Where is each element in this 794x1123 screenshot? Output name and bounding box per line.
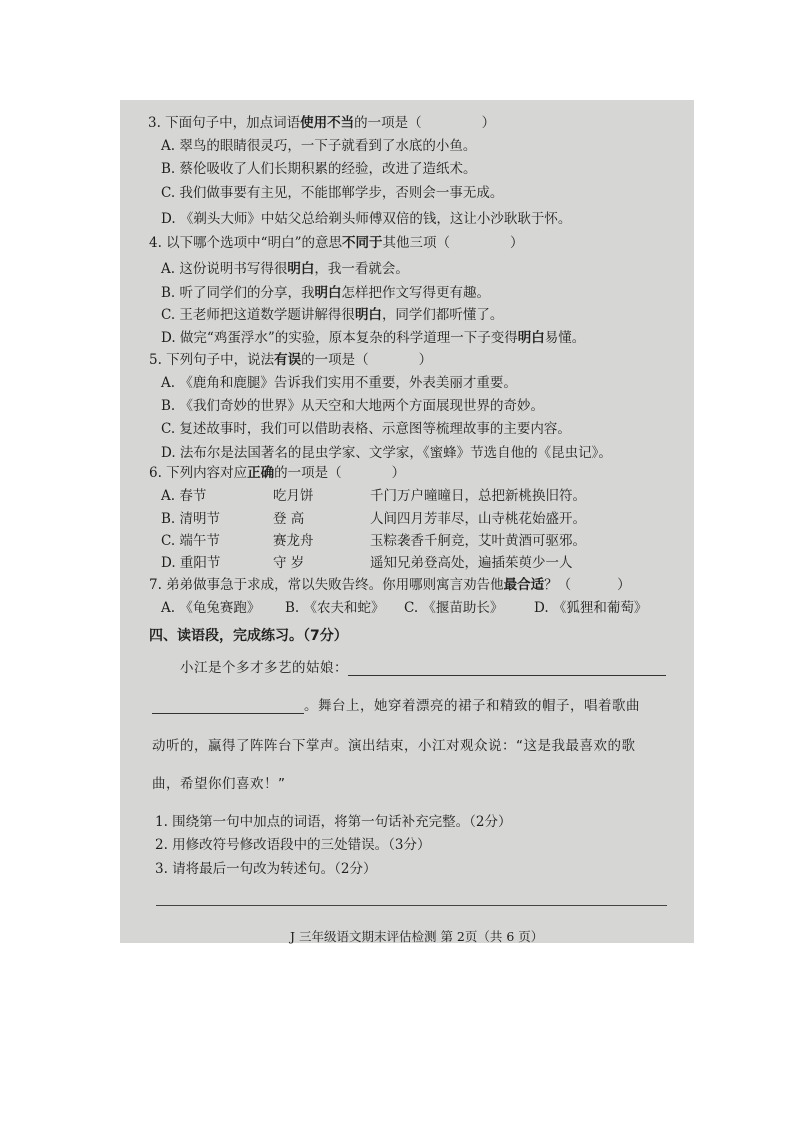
q6-row-c-poem: 玉粽袭香千舸竞，艾叶黄酒可驱邪。: [370, 533, 586, 549]
q6-row-a-poem: 千门万户曈曈日，总把新桃换旧符。: [370, 488, 586, 504]
q3-stem: 3. 下面句子中，加点词语使用不当的一项是（ ）: [148, 115, 496, 131]
q7-stem: 7. 弟弟做事急于求成，常以失败告终。你用哪则寓言劝告他最合适？（ ）: [149, 577, 631, 593]
q5-option-c: C. 复述故事时，我们可以借助表格、示意图等梳理故事的主要内容。: [161, 421, 571, 437]
q3-option-a: A. 翠鸟的眼睛很灵巧，一下子就看到了水底的小鱼。: [161, 138, 477, 154]
q5-option-d: D. 法布尔是法国著名的昆虫学家、文学家，《蜜蜂》节选自他的《昆虫记》。: [161, 445, 612, 461]
q6-row-b-custom: 登 高: [273, 511, 305, 527]
q7-option-a: A. 《龟兔赛跑》: [161, 600, 261, 616]
blank-line-1[interactable]: [348, 659, 666, 676]
task-2: 2. 用修改符号修改语段中的三处错误。（3分）: [155, 837, 431, 853]
q6-stem: 6. 下列内容对应正确的一项是（ ）: [149, 465, 406, 481]
blank-line-2[interactable]: [152, 697, 304, 714]
q3-option-c: C. 我们做事要有主见，不能邯郸学步，否则会一事无成。: [161, 185, 504, 201]
task-1: 1. 围绕第一句中加点的词语，将第一句话补充完整。（2分）: [155, 814, 512, 830]
q6-row-b-poem: 人间四月芳菲尽，山寺桃花始盛开。: [370, 511, 586, 527]
task-3: 3. 请将最后一句改为转述句。（2分）: [155, 861, 377, 877]
page-footer: J 三年级语文期末评估检测 第 2页（共 6 页）: [290, 929, 544, 944]
q6-row-a-custom: 吃月饼: [273, 488, 314, 504]
passage-line-3: 动听的，赢得了阵阵台下掌声。演出结束，小江对观众说：“这是我最喜欢的歌: [152, 738, 636, 754]
passage-line-4: 曲，希望你们喜欢！”: [152, 776, 286, 792]
q5-option-a: A. 《鹿角和鹿腿》告诉我们实用不重要，外表美丽才重要。: [161, 375, 517, 391]
q3-option-b: B. 蔡伦吸收了人们长期积累的经验，改进了造纸术。: [161, 161, 477, 177]
q5-option-b: B. 《我们奇妙的世界》从天空和大地两个方面展现世界的奇妙。: [161, 398, 545, 414]
q4-option-c: C. 王老师把这道数学题讲解得很明白，同学们都听懂了。: [161, 307, 504, 323]
q4-stem: 4. 以下哪个选项中“明白”的意思不同于其他三项（ ）: [149, 235, 524, 251]
q7-option-b: B. 《农夫和蛇》: [285, 600, 385, 616]
q4-option-d: D. 做完“鸡蛋浮水”的实验，原本复杂的科学道理一下子变得明白易懂。: [161, 330, 586, 346]
q6-row-a-festival: A. 春节: [161, 488, 207, 504]
q7-option-d: D. 《狐狸和葡萄》: [534, 600, 648, 616]
q6-row-c-festival: C. 端午节: [161, 533, 220, 549]
section-4-title: 四、读语段，完成练习。（7分）: [149, 628, 348, 644]
q7-option-c: C. 《揠苗助长》: [404, 600, 504, 616]
q6-row-d-custom: 守 岁: [273, 555, 305, 571]
q6-row-b-festival: B. 清明节: [161, 511, 221, 527]
q6-row-d-poem: 遥知兄弟登高处，遍插茱萸少一人: [370, 555, 573, 571]
q6-row-d-festival: D. 重阳节: [161, 555, 221, 571]
answer-line[interactable]: [156, 905, 667, 906]
passage-line-2: 。舞台上，她穿着漂亮的裙子和精致的帽子，唱着歌曲: [152, 694, 640, 714]
q5-stem: 5. 下列句子中，说法有误的一项是（ ）: [149, 352, 433, 368]
q6-row-c-custom: 赛龙舟: [273, 533, 314, 549]
q3-option-d: D. 《剃头大师》中姑父总给剃头师傅双倍的钱，这让小沙耿耿于怀。: [161, 211, 572, 227]
q4-option-a: A. 这份说明书写得很明白，我一看就会。: [161, 261, 409, 277]
passage-line-1: 小江是个多才多艺的姑娘：: [180, 656, 666, 676]
q4-option-b: B. 听了同学们的分享，我明白怎样把作文写得更有趣。: [161, 285, 491, 301]
